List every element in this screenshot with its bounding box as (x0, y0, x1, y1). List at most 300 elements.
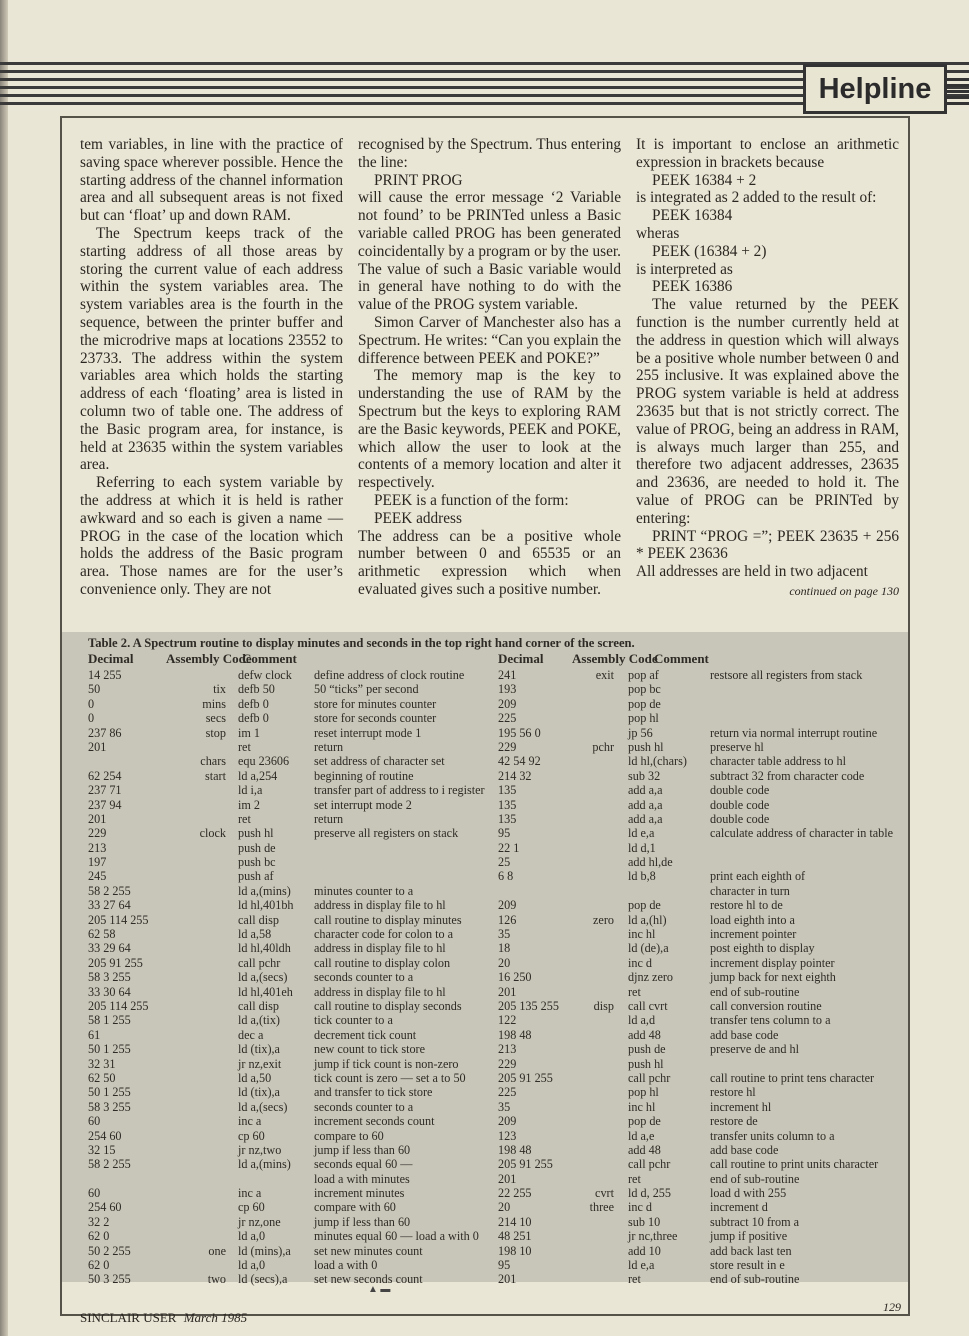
table-row (498, 682, 922, 696)
table-row (88, 970, 524, 984)
section-title: Helpline (818, 72, 932, 105)
table-row (498, 668, 922, 682)
comment-cell: end of sub-routine (710, 1272, 800, 1287)
assembly-cell: ld a,(hl) (628, 912, 667, 927)
assembly-cell: push de (238, 840, 276, 855)
comment-cell: add base code (710, 1142, 779, 1157)
paragraph: PEEK address (374, 509, 462, 527)
decimal-cell: 237 94 (88, 797, 122, 812)
label-cell: exit (595, 668, 614, 682)
decimal-cell: 205 114 255 (88, 912, 149, 927)
table-row (88, 754, 524, 768)
assembly-cell: jr nz,exit (238, 1056, 282, 1071)
assembly-cell: add 48 (628, 1142, 661, 1157)
paragraph: PEEK (16384 + 2) (652, 242, 767, 260)
decimal-cell: 201 (498, 1272, 517, 1287)
header-assembly: Assembly Code (166, 651, 252, 666)
assembly-cell: defb 0 (238, 711, 269, 726)
assembly-cell: ld a,e (628, 1128, 655, 1143)
decimal-cell: 20 (498, 1200, 511, 1215)
paragraph: Referring to each system variable by the address at which it is held is rather awkward and so each is given a name — PROG in the case of the location which holds the address of the Basic program area. Those names are for the user’s convenience only. They are not (80, 474, 343, 598)
comment-cell: preserve all registers on stack (314, 826, 459, 841)
table-row (498, 711, 922, 725)
table-row (88, 783, 524, 797)
decimal-cell: 254 60 (88, 1128, 122, 1143)
decimal-cell: 135 (498, 797, 517, 812)
assembly-cell: ld a,(mins) (238, 883, 291, 898)
article-column-1 (80, 136, 343, 599)
decimal-cell: 22 1 (498, 840, 520, 855)
assembly-cell: ret (628, 1171, 641, 1186)
assembly-cell: ret (238, 811, 251, 826)
comment-cell: set new minutes count (314, 1243, 423, 1258)
comment-cell: set address of character set (314, 754, 445, 769)
decimal-cell: 50 3 255 (88, 1272, 131, 1287)
table-row (88, 999, 524, 1013)
comment-cell: transfer units column to a (710, 1128, 835, 1143)
comment-cell: store result in e (710, 1258, 785, 1273)
comment-cell: seconds equal 60 — (314, 1157, 413, 1172)
comment-cell: compare to 60 (314, 1128, 384, 1143)
decimal-cell: 229 (88, 826, 107, 841)
paragraph: The address can be a positive whole number between 0 and 65535 or an arithmetic expression which when evaluated gives such a positive number. (358, 527, 621, 598)
comment-cell: add base code (710, 1027, 779, 1042)
assembly-cell: ld hl,401bh (238, 898, 294, 913)
comment-cell: load eighth into a (710, 912, 795, 927)
decimal-cell: 60 (88, 1114, 101, 1129)
comment-cell: load a with minutes (314, 1171, 410, 1186)
page-spine-shadow (0, 0, 8, 1336)
comment-cell: restsore all registers from stack (710, 668, 863, 682)
assembly-cell: inc d (628, 955, 653, 970)
table-row (498, 1100, 922, 1114)
decimal-cell: 214 10 (498, 1214, 532, 1229)
table-2 (62, 632, 908, 1287)
assembly-cell: call cvrt (628, 998, 668, 1013)
decimal-cell: 126 (498, 912, 517, 927)
assembly-cell: djnz zero (628, 970, 674, 985)
table-row (88, 1200, 524, 1214)
comment-cell: set new seconds count (314, 1272, 423, 1287)
decimal-cell: 50 1 255 (88, 1042, 131, 1057)
assembly-cell: add 10 (628, 1243, 661, 1258)
assembly-cell: jp 56 (628, 725, 653, 740)
table-row (88, 884, 524, 898)
table-row (498, 826, 922, 840)
table-row (498, 1272, 922, 1286)
decimal-cell: 50 1 255 (88, 1085, 131, 1100)
header-assembly: Assembly Code (572, 651, 658, 666)
decimal-cell: 197 (88, 855, 107, 870)
publication-name: SINCLAIR USER (80, 1310, 177, 1325)
table-header-row (88, 652, 524, 668)
comment-cell: store for seconds counter (314, 711, 437, 726)
comment-cell: new count to tick store (314, 1042, 426, 1057)
comment-cell: call conversion routine (710, 998, 822, 1013)
comment-cell: define address of clock routine (314, 668, 465, 682)
label-cell: one (208, 1243, 226, 1258)
table-row (498, 1244, 922, 1258)
table-row (88, 1042, 524, 1056)
comment-cell: seconds counter to a (314, 1099, 414, 1114)
decimal-cell: 61 (88, 1027, 101, 1042)
table-row (498, 941, 922, 955)
label-cell: stop (205, 725, 226, 740)
comment-cell: character code for colon to a (314, 927, 454, 942)
table-row (498, 956, 922, 970)
comment-cell: minutes counter to a (314, 883, 414, 898)
table-row (88, 682, 524, 696)
assembly-cell: im 1 (238, 725, 261, 740)
assembly-cell: inc a (238, 1114, 262, 1129)
paragraph: PEEK 16384 (652, 207, 733, 225)
table-row (88, 913, 524, 927)
decimal-cell: 14 255 (88, 668, 122, 682)
table-row (88, 985, 524, 999)
assembly-cell: ld d, 255 (628, 1186, 671, 1201)
assembly-cell: pop bc (628, 682, 661, 697)
table-row (88, 726, 524, 740)
comment-cell: add back last ten (710, 1243, 792, 1258)
comment-cell: jump back for next eighth (710, 970, 836, 985)
assembly-cell: ld hl,401eh (238, 984, 293, 999)
table-left-half (88, 652, 524, 1287)
table-row (498, 754, 922, 768)
comment-cell: preserve de and hl (710, 1042, 799, 1057)
assembly-cell: add a,a (628, 783, 663, 798)
table-right-half (498, 652, 922, 1287)
table-row (498, 985, 922, 999)
decimal-cell: 0 (88, 696, 95, 711)
table-row (498, 1186, 922, 1200)
comment-cell: beginning of routine (314, 768, 414, 783)
table-row (498, 841, 922, 855)
assembly-cell: jr nz,two (238, 1142, 282, 1157)
paragraph: The Spectrum keeps track of the starting address of all those areas by storing the current value of each address within the system variables area. The system variables area is the fourth in the sequence, between the printer buffer and the microdrive maps at locations 23552 to 23733. The address within the system variables area which holds the starting address of each ‘floating’ area is listed in column two of table one. The address of the Basic program area, for instance, is held at 23635 within the system variables area. (80, 224, 343, 474)
table-row (88, 956, 524, 970)
assembly-cell: pop de (628, 898, 661, 913)
assembly-cell: ld a,(secs) (238, 970, 288, 985)
table-row (88, 927, 524, 941)
decimal-cell: 201 (88, 811, 107, 826)
table-row (498, 1157, 922, 1171)
paragraph: is interpreted as (636, 260, 733, 278)
decimal-cell: 205 135 255 (498, 998, 559, 1013)
assembly-cell: pop de (628, 1114, 661, 1129)
table-row (88, 711, 524, 725)
table-row (88, 769, 524, 783)
paragraph: It is important to enclose an arithmetic expression in brackets because (636, 136, 899, 171)
decimal-cell: 33 30 64 (88, 984, 131, 999)
table-row (88, 841, 524, 855)
article-column-2 (358, 136, 621, 599)
decimal-cell: 18 (498, 941, 511, 956)
print-mark: ▲ ▬ (368, 1284, 391, 1295)
assembly-cell: jr nz,one (238, 1214, 281, 1229)
table-row (498, 869, 922, 883)
table-row (88, 1272, 524, 1286)
assembly-cell: ld (tix),a (238, 1085, 280, 1100)
decimal-cell: 6 8 (498, 869, 514, 884)
paragraph: will cause the error message ‘2 Variable not found’ to be PRINTed unless a Basic variable called PROG has been generated coincidentally by a program or by the user. The value of such a Basic variable would in general have nothing to do with the value of the PROG system variable. (358, 189, 621, 314)
comment-cell: increment pointer (710, 927, 797, 942)
comment-cell: tick count is zero — set a to 50 (314, 1070, 466, 1085)
assembly-cell: ld i,a (238, 783, 263, 798)
decimal-cell: 35 (498, 1099, 511, 1114)
assembly-cell: inc hl (628, 1099, 656, 1114)
decimal-cell: 22 255 (498, 1186, 532, 1201)
table-row (498, 1215, 922, 1229)
paragraph: PRINT “PROG =”; PEEK 23635 + 256 * PEEK 23636 (636, 527, 899, 563)
assembly-cell: ld a,58 (238, 927, 272, 942)
paragraph: The value returned by the PEEK function is the number currently held at the address in question which will always be a positive whole number between 0 and 255 inclusive. It was explained above the PROG system variable is held at address 23635 but that is not strictly correct. The value of PROG, being an address in RAM, is always much larger than 255, and therefore two adjacent addresses, 23635 and 23636, are needed to hold it. The value of PROG can be PRINTed by entering: (636, 296, 899, 527)
table-row (88, 1229, 524, 1243)
table-row (498, 1071, 922, 1085)
decimal-cell: 209 (498, 1114, 517, 1129)
table-row (498, 1057, 922, 1071)
comment-cell: restore hl to de (710, 898, 783, 913)
assembly-cell: call pchr (238, 955, 281, 970)
decimal-cell: 198 48 (498, 1142, 532, 1157)
table-row (88, 855, 524, 869)
assembly-cell: ld a,(secs) (238, 1099, 288, 1114)
comment-cell: transfer tens column to a (710, 1013, 831, 1028)
decimal-cell: 0 (88, 711, 95, 726)
comment-cell: jump if less than 60 (314, 1214, 411, 1229)
comment-cell: seconds counter to a (314, 970, 414, 985)
comment-cell: tick counter to a (314, 1013, 393, 1028)
comment-cell: load d with 255 (710, 1186, 787, 1201)
table-row (498, 1129, 922, 1143)
comment-cell: subtract 10 from a (710, 1214, 800, 1229)
assembly-cell: pop af (628, 668, 659, 682)
assembly-cell: ld (secs),a (238, 1272, 288, 1287)
assembly-cell: sub 32 (628, 768, 661, 783)
decimal-cell: 42 54 92 (498, 754, 541, 769)
assembly-cell: inc hl (628, 927, 656, 942)
decimal-cell: 195 56 0 (498, 725, 541, 740)
label-cell: start (205, 768, 226, 783)
comment-cell: call routine to display seconds (314, 998, 462, 1013)
assembly-cell: call pchr (628, 1157, 671, 1172)
assembly-cell: inc a (238, 1186, 262, 1201)
decimal-cell: 62 0 (88, 1258, 110, 1273)
label-cell: pchr (592, 739, 614, 754)
decimal-cell: 95 (498, 826, 511, 841)
comment-cell: character table address to hl (710, 754, 847, 769)
paragraph: recognised by the Spectrum. Thus entering the line: (358, 136, 621, 171)
table-row (498, 1172, 922, 1186)
table-row (88, 1186, 524, 1200)
assembly-cell: push hl (628, 1056, 664, 1071)
label-cell: cvrt (595, 1186, 614, 1201)
decimal-cell: 33 27 64 (88, 898, 131, 913)
article-column-3 (636, 136, 899, 601)
header-decimal: Decimal (498, 651, 544, 666)
assembly-cell: pop hl (628, 1085, 659, 1100)
assembly-cell: ld e,a (628, 1258, 655, 1273)
comment-cell: and transfer to tick store (314, 1085, 433, 1100)
table-row (88, 1258, 524, 1272)
paragraph: PEEK 16384 + 2 (652, 171, 757, 189)
section-header (803, 64, 947, 114)
decimal-cell: 16 250 (498, 970, 532, 985)
comment-cell: double code (710, 797, 770, 812)
decimal-cell: 35 (498, 927, 511, 942)
decimal-cell: 229 (498, 739, 517, 754)
decimal-cell: 209 (498, 898, 517, 913)
table-row (498, 1013, 922, 1027)
assembly-cell: defb 0 (238, 696, 269, 711)
decimal-cell: 198 48 (498, 1027, 532, 1042)
header-comment: Comment (242, 651, 297, 666)
table-row (498, 1028, 922, 1042)
table-row (498, 927, 922, 941)
comment-cell: return (314, 739, 344, 754)
assembly-cell: ld b,8 (628, 869, 656, 884)
decimal-cell: 62 254 (88, 768, 122, 783)
comment-cell: transfer part of address to i register (314, 783, 485, 798)
assembly-cell: ld a,(tix) (238, 1013, 280, 1028)
table-row (498, 798, 922, 812)
assembly-cell: cp 60 (238, 1128, 265, 1143)
table-row (88, 1100, 524, 1114)
assembly-cell: defw clock (238, 668, 292, 682)
table-row (88, 697, 524, 711)
continued-note: continued on page 130 (789, 583, 899, 598)
comment-cell: increment hl (710, 1099, 772, 1114)
comment-cell: call routine to print units character (710, 1157, 879, 1172)
comment-cell: call routine to display colon (314, 955, 451, 970)
label-cell: disp (593, 998, 614, 1013)
table-title: Table 2. A Spectrum routine to display minutes and seconds in the top right hand corner of the screen. (88, 636, 635, 650)
comment-cell: increment minutes (314, 1186, 405, 1201)
paragraph: PEEK is a function of the form: (374, 491, 569, 509)
assembly-cell: push hl (628, 739, 664, 754)
paragraph: PRINT PROG (374, 171, 463, 189)
header-comment: Comment (654, 651, 709, 666)
comment-cell: address in display file to hl (314, 898, 446, 913)
decimal-cell: 205 114 255 (88, 998, 149, 1013)
assembly-cell: pop de (628, 696, 661, 711)
comment-cell: 50 “ticks” per second (314, 682, 419, 697)
decimal-cell: 205 91 255 (498, 1070, 553, 1085)
comment-cell: increment seconds count (314, 1114, 435, 1129)
comment-cell: restore hl (710, 1085, 756, 1100)
comment-cell: end of sub-routine (710, 1171, 800, 1186)
table-row (88, 812, 524, 826)
table-row (88, 869, 524, 883)
comment-cell: address in display file to hl (314, 984, 446, 999)
table-row (88, 1071, 524, 1085)
decimal-cell: 135 (498, 811, 517, 826)
decimal-cell: 58 3 255 (88, 970, 131, 985)
assembly-cell: call pchr (628, 1070, 671, 1085)
decimal-cell: 193 (498, 682, 517, 697)
assembly-cell: ld (tix),a (238, 1042, 280, 1057)
comment-cell: address in display file to hl (314, 941, 446, 956)
table-row (498, 1143, 922, 1157)
decimal-cell: 62 0 (88, 1229, 110, 1244)
assembly-cell: cp 60 (238, 1200, 265, 1215)
assembly-cell: add hl,de (628, 855, 673, 870)
comment-cell: load a with 0 (314, 1258, 378, 1273)
assembly-cell: ret (238, 739, 251, 754)
table-row (88, 1114, 524, 1128)
decimal-cell: 237 86 (88, 725, 122, 740)
assembly-cell: inc d (628, 1200, 653, 1215)
assembly-cell: im 2 (238, 797, 261, 812)
decimal-cell: 50 2 255 (88, 1243, 131, 1258)
label-cell: two (207, 1272, 226, 1287)
comment-cell: character in turn (710, 883, 790, 898)
paragraph: wheras (636, 224, 680, 242)
header-decimal: Decimal (88, 651, 134, 666)
decimal-cell: 123 (498, 1128, 517, 1143)
decimal-cell: 48 251 (498, 1229, 532, 1244)
assembly-cell: ld a,254 (238, 768, 278, 783)
table-row (88, 1057, 524, 1071)
assembly-cell: ld d,1 (628, 840, 656, 855)
decimal-cell: 213 (498, 1042, 517, 1057)
table-row (88, 826, 524, 840)
assembly-cell: add a,a (628, 811, 663, 826)
decimal-cell: 237 71 (88, 783, 122, 798)
decimal-cell: 58 2 255 (88, 1157, 131, 1172)
table-row (498, 970, 922, 984)
decimal-cell: 122 (498, 1013, 517, 1028)
comment-cell: jump if tick count is non-zero (314, 1056, 459, 1071)
table-row (88, 740, 524, 754)
decimal-cell: 95 (498, 1258, 511, 1273)
assembly-cell: push de (628, 1042, 666, 1057)
table-row (88, 1085, 524, 1099)
decimal-cell: 32 15 (88, 1142, 116, 1157)
table-row (498, 726, 922, 740)
table-row (88, 798, 524, 812)
decimal-cell: 214 32 (498, 768, 532, 783)
assembly-cell: ld hl,(chars) (628, 754, 687, 769)
table-row (498, 783, 922, 797)
comment-cell: jump if less than 60 (314, 1142, 411, 1157)
assembly-cell: jr nc,three (628, 1229, 678, 1244)
decimal-cell: 58 1 255 (88, 1013, 131, 1028)
comment-cell: subtract 32 from character code (710, 768, 865, 783)
comment-cell: reset interrupt mode 1 (314, 725, 422, 740)
assembly-cell: ld a,d (628, 1013, 656, 1028)
comment-cell: return via normal interrupt routine (710, 725, 878, 740)
label-cell: zero (593, 912, 614, 927)
assembly-cell: ld e,a (628, 826, 655, 841)
paragraph: tem variables, in line with the practice of saving space wherever possible. Hence the starting address of the channel information area and all subsequent areas is not fixed but can ‘float’ up and down RAM. (80, 136, 343, 225)
decimal-cell: 25 (498, 855, 511, 870)
page-footer (80, 1310, 247, 1326)
table-row (88, 898, 524, 912)
comment-cell: restore de (710, 1114, 758, 1129)
table-row (88, 1028, 524, 1042)
comment-cell: jump if positive (710, 1229, 788, 1244)
assembly-cell: ld (de),a (628, 941, 669, 956)
decimal-cell: 241 (498, 668, 517, 682)
right-edge-stripes (947, 78, 969, 118)
decimal-cell: 32 2 (88, 1214, 110, 1229)
table-row (88, 941, 524, 955)
table-row (88, 1157, 524, 1171)
issue-date: March 1985 (183, 1310, 248, 1325)
assembly-cell: push hl (238, 826, 274, 841)
table-row (498, 697, 922, 711)
comment-cell: return (314, 811, 344, 826)
